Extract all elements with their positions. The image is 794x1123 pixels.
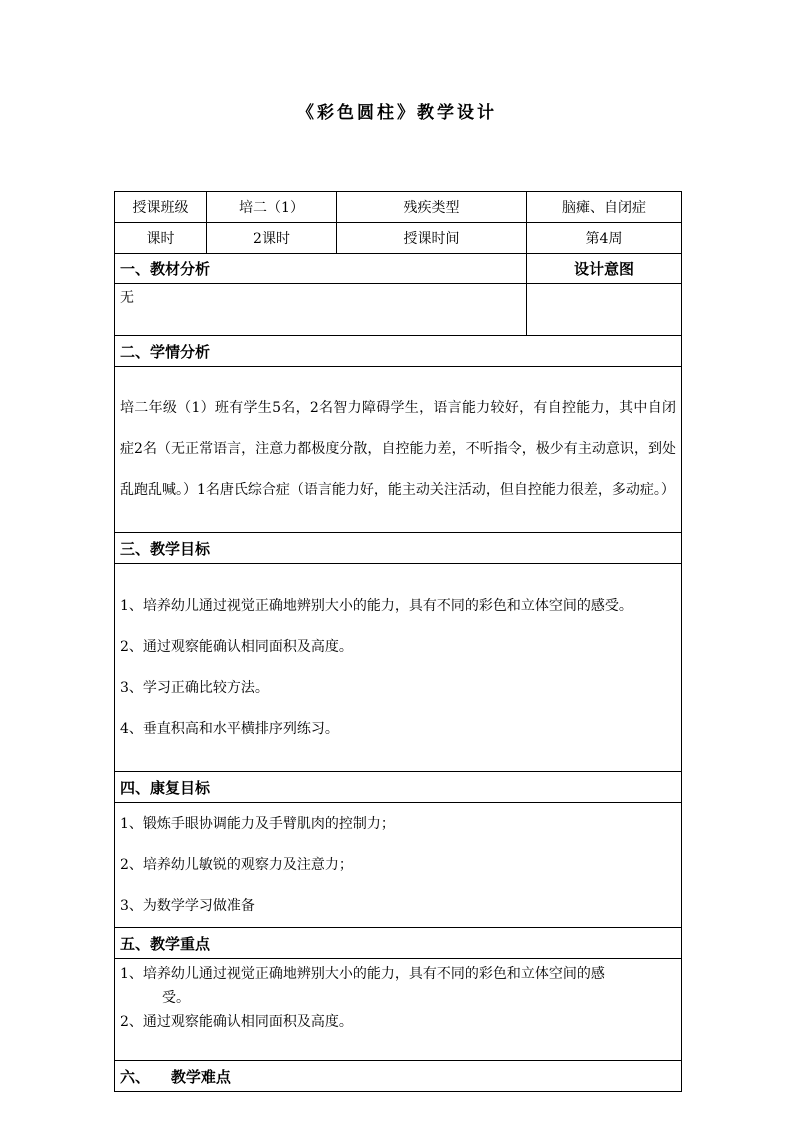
section-1-content-row [115, 284, 682, 336]
section-5-header-row [115, 928, 682, 959]
section-2-header-row [115, 336, 682, 367]
section-5-content-row [115, 959, 682, 1061]
section-1-header-row [115, 254, 682, 284]
section-4-content [115, 803, 682, 928]
lesson-plan-table [114, 191, 682, 1092]
disability-type-value: 脑瘫、自闭症 [527, 192, 682, 223]
info-row-2 [115, 223, 682, 254]
design-intent-content [527, 284, 682, 336]
section-6-title: 六、 教学难点 [115, 1061, 682, 1092]
section-1-title: 一、教材分析 [115, 254, 527, 284]
info-row-1 [115, 192, 682, 223]
design-intent-title: 设计意图 [527, 254, 682, 284]
section-3-title: 三、教学目标 [115, 533, 682, 564]
rehab-goal-item: 1、锻炼手眼协调能力及手臂肌肉的控制力； [120, 815, 395, 832]
section-2-title: 二、学情分析 [115, 336, 682, 367]
document-title: 《彩色圆柱》教学设计 [297, 103, 497, 123]
section-3-header-row [115, 533, 682, 564]
teaching-goal-item: 1、培养幼儿通过视觉正确地辨别大小的能力，具有不同的彩色和立体空间的感受。 [120, 597, 633, 614]
section-3-content-row [115, 564, 682, 772]
rehab-goal-item: 2、培养幼儿敏锐的观察力及注意力； [120, 856, 353, 873]
section-5-content [115, 959, 682, 1061]
teaching-time-value: 第4周 [527, 223, 682, 254]
section-3-content [115, 564, 682, 772]
section-4-header-row [115, 772, 682, 803]
teaching-time-label: 授课时间 [337, 223, 527, 254]
key-point-item-line: 1、培养幼儿通过视觉正确地辨别大小的能力，具有不同的彩色和立体空间的感 [120, 966, 605, 982]
teaching-goal-item: 2、通过观察能确认相同面积及高度。 [120, 638, 353, 655]
section-4-content-row [115, 803, 682, 928]
section-5-title: 五、教学重点 [115, 928, 682, 959]
period-value: 2课时 [207, 223, 337, 254]
key-point-item: 2、通过观察能确认相同面积及高度。 [120, 1014, 353, 1030]
teaching-goal-item: 4、垂直积高和水平横排序列练习。 [120, 720, 339, 737]
rehab-goal-item: 3、为数学学习做准备 [120, 897, 255, 914]
teaching-goal-item: 3、学习正确比较方法。 [120, 679, 269, 696]
section-2-content: 培二年级（1）班有学生5名，2名智力障碍学生，语言能力较好，有自控能力，其中自闭症2名（无正常语言，注意力都极度分散，自控能力差，不听指令，极少有主动意识，到处乱跑乱喊。）1名唐氏综合症（语言能力好，能主动关注活动，但自控能力很差，多动症。） [115, 367, 682, 533]
disability-type-label: 残疾类型 [337, 192, 527, 223]
section-4-title: 四、康复目标 [115, 772, 682, 803]
class-value: 培二（1） [207, 192, 337, 223]
section-1-content: 无 [115, 284, 527, 336]
section-6-header-row [115, 1061, 682, 1092]
key-point-item-line: 受。 [162, 990, 190, 1006]
period-label: 课时 [115, 223, 207, 254]
section-2-content-row [115, 367, 682, 533]
class-label: 授课班级 [115, 192, 207, 223]
